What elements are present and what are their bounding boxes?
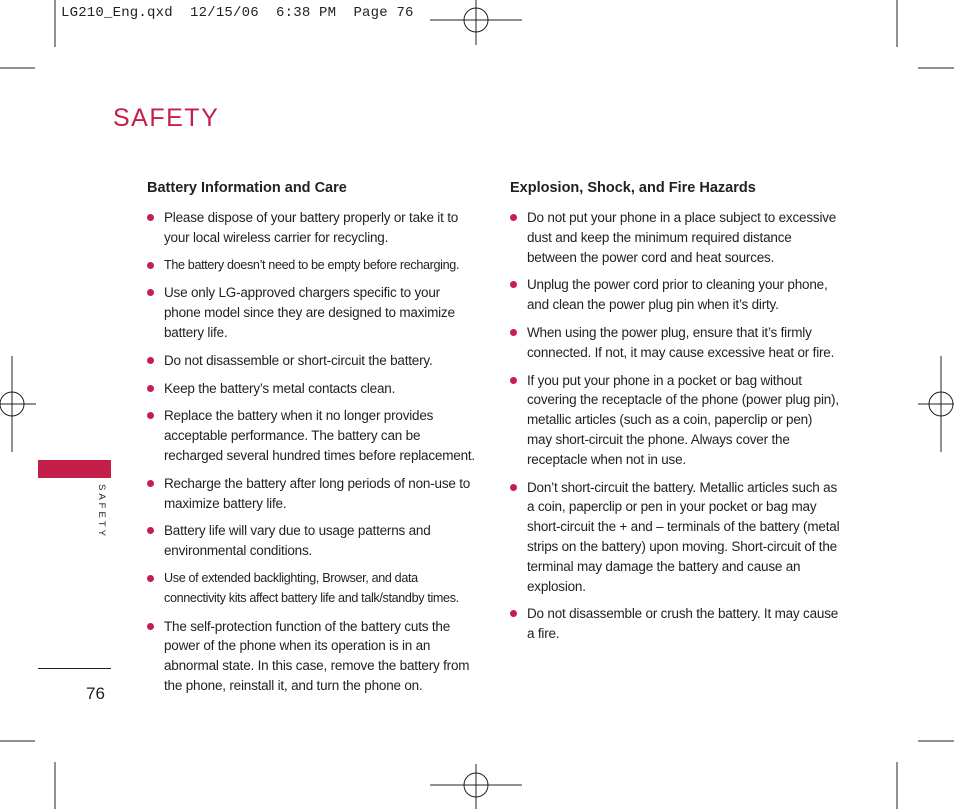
- list-item: Do not disassemble or short-circuit the battery.: [147, 351, 477, 371]
- bullet-icon: [510, 214, 517, 221]
- battery-list: [147, 208, 477, 696]
- list-item: If you put your phone in a pocket or bag without covering the receptacle of the phone (power plug pin), metallic articles (such as a coin, paperclip or pen) may short-circuit the phone. Always cover the receptacle when not in use.: [510, 371, 840, 470]
- list-item: Don’t short-circuit the battery. Metallic articles such as a coin, paperclip or pen in your pocket or bag may short-circuit the + and – terminals of the battery (metal strips on the battery) upon moving. Short-circuit of the terminal may damage the battery and cause an explosion.: [510, 478, 840, 597]
- side-tab-marker: [38, 460, 111, 478]
- bullet-icon: [147, 623, 154, 630]
- bullet-icon: [510, 610, 517, 617]
- list-item: Keep the battery’s metal contacts clean.: [147, 379, 477, 399]
- list-item: Replace the battery when it no longer provides acceptable performance. The battery can be recharged several hundred times before replacement.: [147, 406, 477, 465]
- bullet-icon: [147, 575, 154, 582]
- section-heading-battery: Battery Information and Care: [147, 180, 347, 196]
- page-title: SAFETY: [113, 104, 220, 132]
- section-heading-hazards: Explosion, Shock, and Fire Hazards: [510, 180, 756, 196]
- page-number-rule: [38, 668, 111, 669]
- list-item: Do not put your phone in a place subject to excessive dust and keep the minimum required distance between the power cord and heat sources.: [510, 208, 840, 267]
- list-item: When using the power plug, ensure that it’s firmly connected. If not, it may cause excessive heat or fire.: [510, 323, 840, 363]
- bullet-icon: [510, 281, 517, 288]
- bullet-icon: [147, 385, 154, 392]
- list-item: Battery life will vary due to usage patterns and environmental conditions.: [147, 521, 477, 561]
- list-item: Please dispose of your battery properly or take it to your local wireless carrier for recycling.: [147, 208, 477, 248]
- bullet-icon: [510, 484, 517, 491]
- bullet-icon: [147, 527, 154, 534]
- list-item: Use only LG-approved chargers specific to your phone model since they are designed to maximize battery life.: [147, 283, 477, 342]
- hazards-section: [510, 180, 840, 652]
- bullet-icon: [147, 262, 154, 269]
- list-item: Use of extended backlighting, Browser, and data connectivity kits affect battery life and talk/standby times.: [147, 569, 477, 609]
- bullet-icon: [147, 480, 154, 487]
- list-item: Recharge the battery after long periods of non-use to maximize battery life.: [147, 474, 477, 514]
- bullet-icon: [147, 412, 154, 419]
- side-tab-label: SAFETY: [96, 484, 107, 539]
- list-item: The self-protection function of the battery cuts the power of the phone when its operation is in an abnormal state. In this case, remove the battery from the phone, reinstall it, and turn the phone on.: [147, 617, 477, 696]
- battery-info-section: [147, 180, 477, 704]
- list-item: Do not disassemble or crush the battery. It may cause a fire.: [510, 604, 840, 644]
- bullet-icon: [147, 357, 154, 364]
- list-item: Unplug the power cord prior to cleaning your phone, and clean the power plug pin when it’s dirty.: [510, 275, 840, 315]
- list-item: The battery doesn’t need to be empty before recharging.: [147, 256, 477, 276]
- bullet-icon: [510, 377, 517, 384]
- bullet-icon: [510, 329, 517, 336]
- bullet-icon: [147, 214, 154, 221]
- bullet-icon: [147, 289, 154, 296]
- print-slug: LG210_Eng.qxd 12/15/06 6:38 PM Page 76: [61, 5, 414, 21]
- hazards-list: [510, 208, 840, 644]
- page-number: 76: [86, 684, 105, 703]
